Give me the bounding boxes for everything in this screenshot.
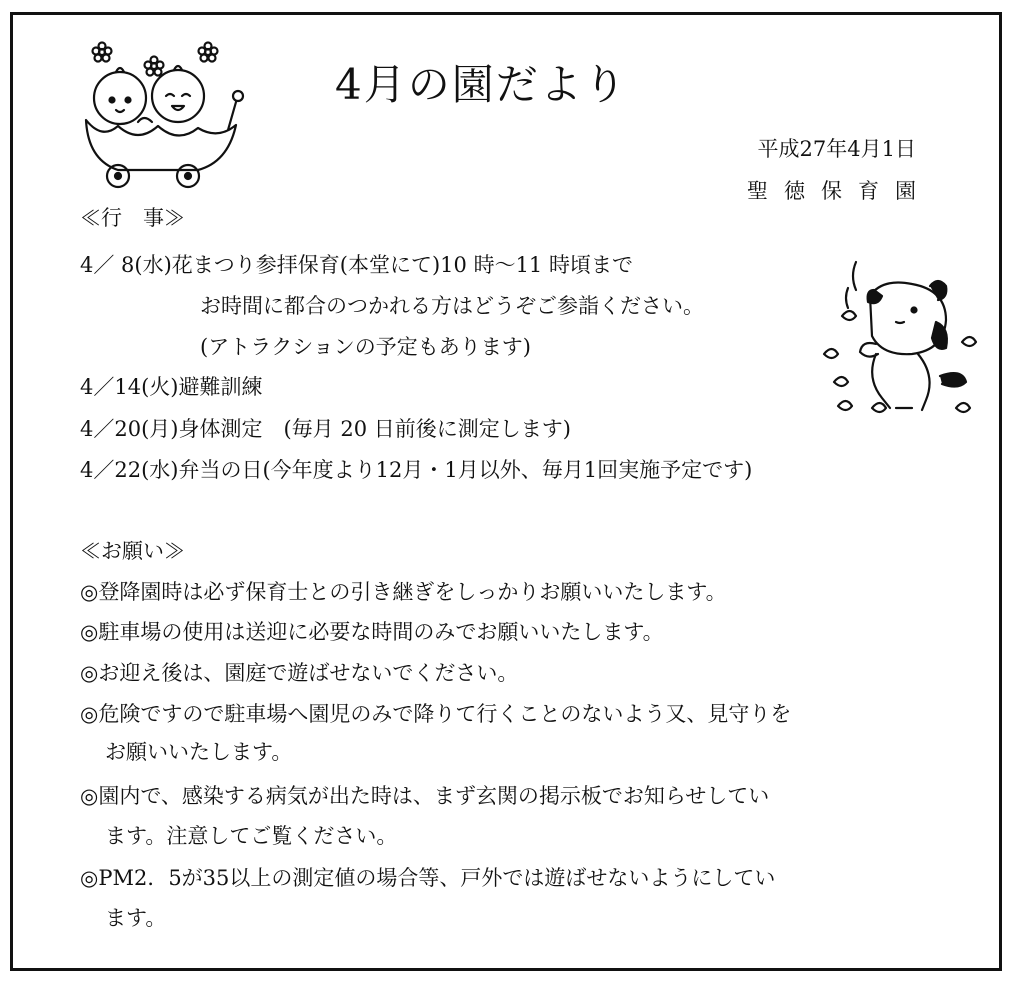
organization-name: 聖徳保育園	[747, 179, 932, 203]
request-line: ます。注意してご覧ください。	[105, 824, 398, 848]
request-line: ◎登降園時は必ず保育士との引き継ぎをしっかりお願いいたします。	[80, 580, 727, 604]
request-line: ます。	[105, 906, 167, 930]
request-line: ◎駐車場の使用は送迎に必要な時間のみでお願いいたします。	[80, 620, 664, 644]
dog-with-petals-icon	[812, 258, 982, 428]
event-line: 4／14(火)避難訓練	[80, 375, 263, 399]
event-line: お時間に都合のつかれる方はどうぞご参詣ください。	[200, 294, 704, 318]
issue-date: 平成27年4月1日	[757, 137, 916, 161]
events-heading: ≪行 事≫	[80, 206, 185, 230]
event-line: (アトラクションの予定もあります)	[200, 335, 531, 359]
requests-heading: ≪お願い≫	[80, 539, 185, 563]
children-in-stroller-icon	[78, 40, 248, 190]
request-line: ◎PM2．5が35以上の測定値の場合等、戸外では遊ばせないようにしてい	[80, 866, 776, 890]
event-line: 4／ 8(水)花まつり参拝保育(本堂にて)10 時～11 時頃まで	[80, 253, 633, 277]
page-title: 4月の園だより	[335, 60, 628, 109]
request-line: ◎危険ですので駐車場へ園児のみで降りて行くことのないよう又、見守りを	[80, 702, 792, 726]
request-line: お願いいたします。	[105, 740, 293, 764]
event-line: 4／20(月)身体測定 (毎月 20 日前後に測定します)	[80, 417, 571, 441]
event-line: 4／22(水)弁当の日(今年度より12月・1月以外、毎月1回実施予定です)	[80, 458, 753, 482]
request-line: ◎お迎え後は、園庭で遊ばせないでください。	[80, 661, 519, 685]
request-line: ◎園内で、感染する病気が出た時は、まず玄関の掲示板でお知らせしてい	[80, 784, 770, 808]
